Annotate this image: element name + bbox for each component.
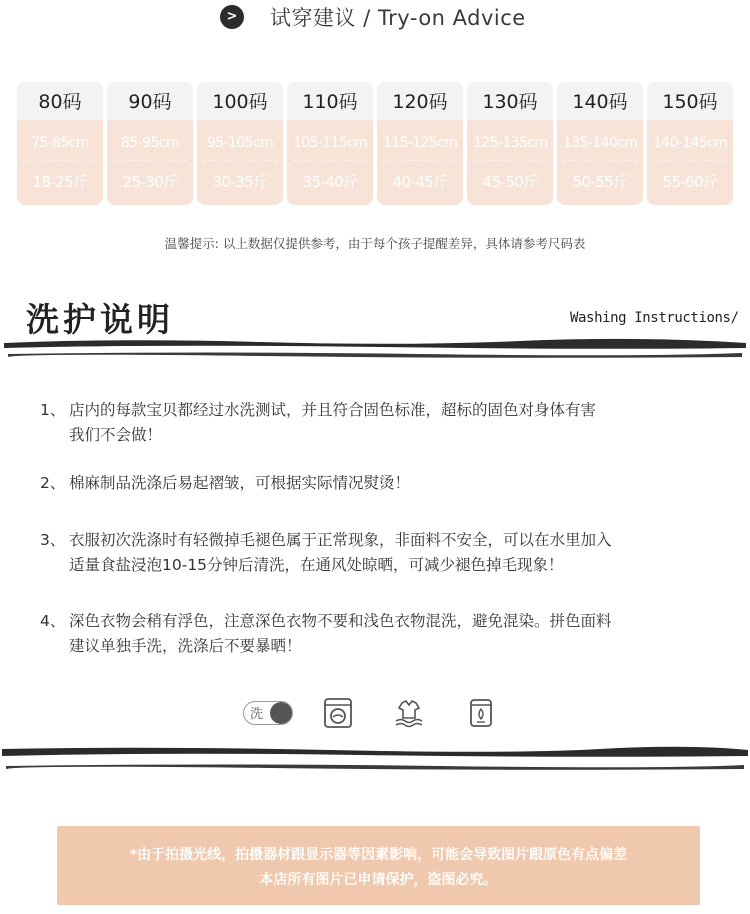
size-tip: 温馨提示: 以上数据仅提供参考，由于每个孩子提醒差异，具体请参考尺码表 xyxy=(164,236,586,251)
item-number: 4、 xyxy=(40,612,66,630)
size-label: 130码 xyxy=(467,82,553,120)
size-column xyxy=(557,82,643,205)
size-column xyxy=(17,82,103,205)
size-weight: 45-50斤 xyxy=(482,173,538,191)
brush-divider-bottom xyxy=(0,744,750,776)
item-text-line: 棉麻制品洗涤后易起褶皱，可根据实际情况熨烫！ xyxy=(69,474,411,492)
size-label: 90码 xyxy=(107,82,193,120)
size-height: 115-125cm xyxy=(383,120,457,161)
size-height: 75-85cm xyxy=(23,120,97,161)
size-weight: 18-25斤 xyxy=(32,173,88,191)
size-column xyxy=(647,82,733,205)
image-notice-banner xyxy=(57,826,700,905)
size-column xyxy=(107,82,193,205)
item-number: 2、 xyxy=(40,474,66,492)
item-number: 1、 xyxy=(40,401,66,419)
size-height: 95-105cm xyxy=(203,120,277,161)
size-weight: 30-35斤 xyxy=(212,173,268,191)
try-on-title: 试穿建议 / Try-on Advice xyxy=(270,6,526,30)
item-text-line: 建议单独手洗，洗涤后不要暴晒！ xyxy=(69,637,302,655)
wash-toggle-icon xyxy=(243,701,293,725)
size-label: 140码 xyxy=(557,82,643,120)
item-text-line: 适量食盐浸泡10-15分钟后清洗，在通风处晾晒，可减少褪色掉毛现象！ xyxy=(69,556,564,574)
care-icons xyxy=(0,697,750,729)
size-weight: 25-30斤 xyxy=(122,173,178,191)
item-text-line: 深色衣物会稍有浮色，注意深色衣物不要和浅色衣物混洗，避免混染。拼色面料 xyxy=(69,612,612,630)
size-height: 135-140cm xyxy=(563,120,637,161)
brush-divider-top xyxy=(0,334,750,364)
item-text-line: 店内的每款宝贝都经过水洗测试，并且符合固色标准，超标的固色对身体有害 xyxy=(69,401,597,419)
notice-line: 本店所有图片已申请保护，盗图必究。 xyxy=(259,872,498,888)
size-weight: 35-40斤 xyxy=(302,173,358,191)
size-height: 140-145cm xyxy=(653,120,727,161)
size-label: 110码 xyxy=(287,82,373,120)
size-column xyxy=(197,82,283,205)
size-weight: 50-55斤 xyxy=(572,173,628,191)
size-column xyxy=(467,82,553,205)
size-height: 105-115cm xyxy=(293,120,367,161)
size-weight: 55-60斤 xyxy=(662,173,718,191)
washing-machine-icon xyxy=(322,697,354,729)
size-height: 125-135cm xyxy=(473,120,547,161)
size-table xyxy=(17,82,737,206)
hand-wash-icon xyxy=(393,697,425,729)
size-height: 85-95cm xyxy=(113,120,187,161)
toggle-label: 洗 xyxy=(250,707,264,722)
try-on-header xyxy=(0,0,750,34)
size-label: 100码 xyxy=(197,82,283,120)
item-number: 3、 xyxy=(40,531,66,549)
wash-section-title: 洗护说明 xyxy=(26,300,174,339)
size-label: 150码 xyxy=(647,82,733,120)
size-column xyxy=(377,82,463,205)
notice-line: *由于拍摄光线，拍摄器材跟显示器等因素影响，可能会导致图片跟原色有点偏差 xyxy=(129,847,628,863)
item-text-line: 衣服初次洗涤时有轻微掉毛褪色属于正常现象，非面料不安全，可以在水里加入 xyxy=(69,531,612,549)
wash-section-subtitle: Washing Instructions/ xyxy=(570,310,739,326)
size-label: 80码 xyxy=(17,82,103,120)
item-text-line: 我们不会做！ xyxy=(69,426,163,444)
size-label: 120码 xyxy=(377,82,463,120)
chevron-right-icon: > xyxy=(220,5,244,29)
dryer-icon xyxy=(465,697,497,729)
size-column xyxy=(287,82,373,205)
size-weight: 40-45斤 xyxy=(392,173,448,191)
